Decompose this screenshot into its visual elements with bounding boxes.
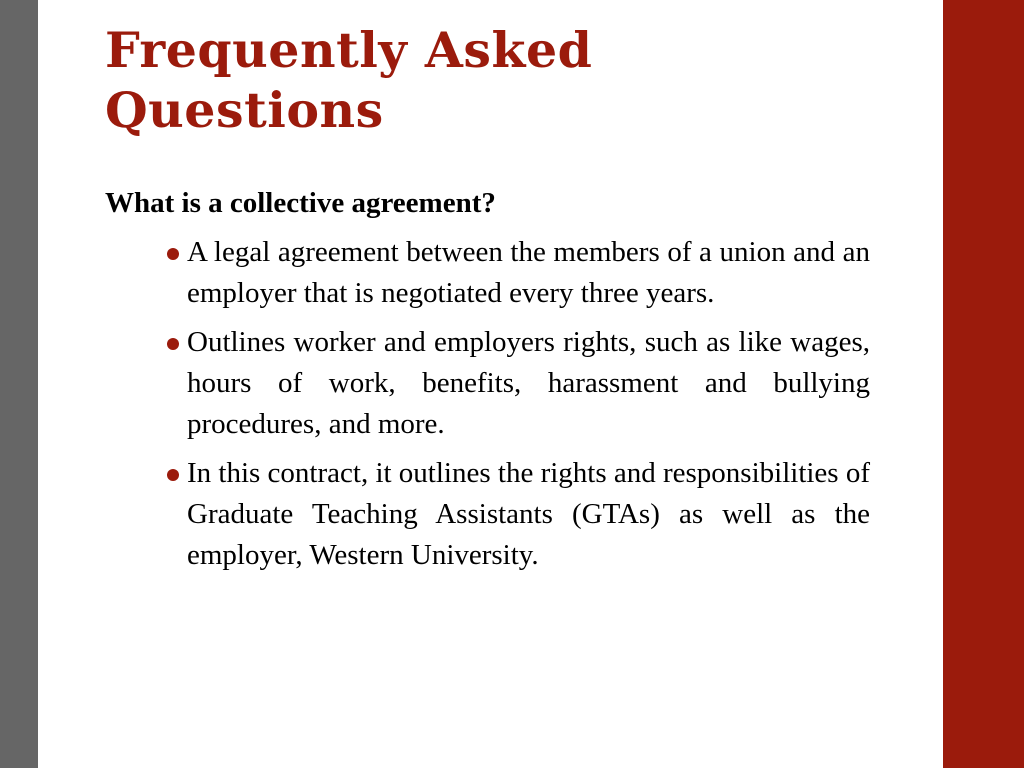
bullet-text: A legal agreement between the members of a union and an employer that is negotiated every three years.: [187, 236, 870, 309]
right-accent-bar: [943, 0, 1024, 768]
left-accent-bar: [0, 0, 38, 768]
title-line-1: Frequently Asked: [105, 21, 593, 79]
bullet-icon: [167, 469, 179, 481]
bullet-item: [165, 322, 870, 445]
question-heading: What is a collective agreement?: [105, 187, 496, 219]
bullet-icon: [167, 338, 179, 350]
title-line-2: Questions: [105, 81, 384, 139]
bullet-icon: [167, 248, 179, 260]
bullet-text: Outlines worker and employers rights, such as like wages, hours of work, benefits, harassment and bullying procedures, and more.: [187, 326, 870, 440]
answer-bullet-list: [165, 232, 870, 584]
slide-title: [105, 20, 925, 140]
bullet-item: [165, 453, 870, 576]
bullet-text: In this contract, it outlines the rights and responsibilities of Graduate Teaching Assistants (GTAs) as well as the employer, Western University.: [187, 457, 871, 571]
bullet-item: [165, 232, 870, 314]
